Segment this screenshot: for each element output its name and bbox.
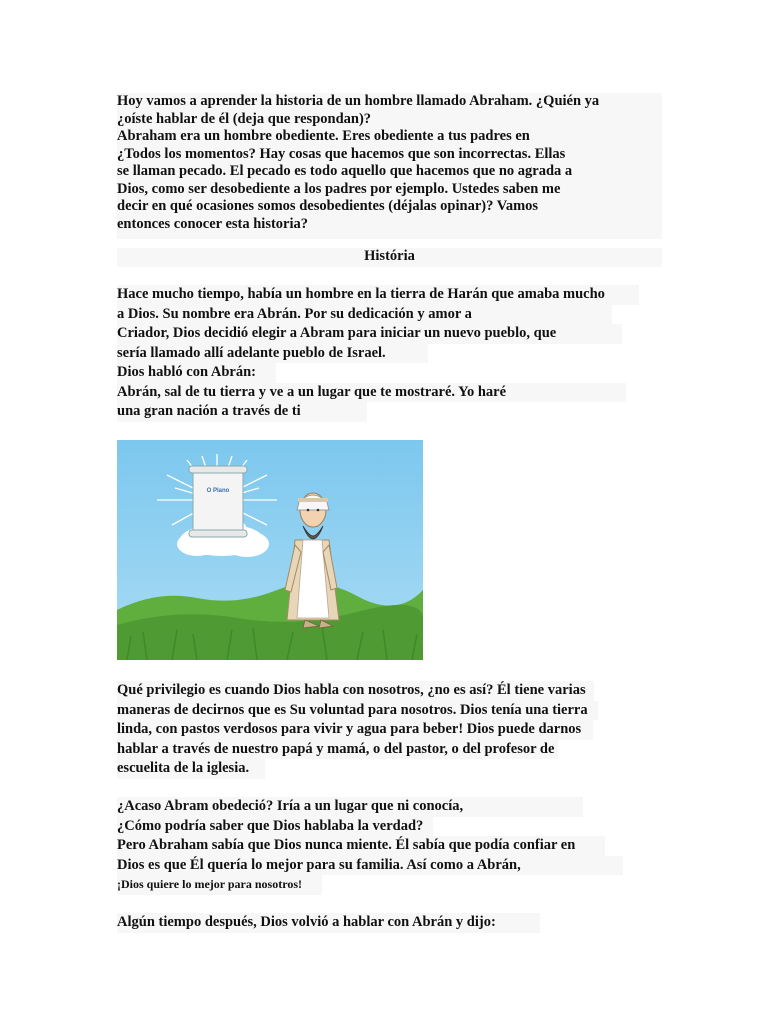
intro-line: ¿Todos los momentos? Hay cosas que hacemos que son incorrectas. Ellas xyxy=(117,145,566,162)
story-line: Dios habló con Abrán: xyxy=(117,363,276,383)
intro-line: Hoy vamos a aprender la historia de un hombre llamado Abraham. ¿Quién ya xyxy=(117,93,600,109)
abraham-illustration-svg xyxy=(117,440,423,660)
later-paragraph xyxy=(117,913,540,933)
privilege-paragraph xyxy=(117,681,598,779)
abraham-illustration xyxy=(117,440,423,660)
story-line: Criador, Dios decidió elegir a Abram para iniciar un nuevo pueblo, que xyxy=(117,324,622,344)
obey-line: Pero Abraham sabía que Dios nunca miente. Él sabía que podía confiar en xyxy=(117,836,605,856)
privilege-line: hablar a través de nuestro papá y mamá, o del pastor, o del profesor de xyxy=(117,740,558,760)
intro-line: decir en qué ocasiones somos desobedientes (déjalas opinar)? Vamos xyxy=(117,198,539,214)
story-line: a Dios. Su nombre era Abrán. Por su dedicación y amor a xyxy=(117,305,612,325)
story-line: Abrán, sal de tu tierra y ve a un lugar que te mostraré. Yo haré xyxy=(117,383,626,403)
intro-paragraph xyxy=(117,93,662,239)
intro-line: Abraham era un hombre obediente. Eres obediente a tus padres en xyxy=(117,128,530,144)
story-line: Hace mucho tiempo, había un hombre en la tierra de Harán que amaba mucho xyxy=(117,285,639,305)
obey-line: Dios es que Él quería lo mejor para su familia. Así como a Abrán, xyxy=(117,856,623,876)
privilege-line: escuelita de la iglesia. xyxy=(117,759,265,779)
privilege-line: Qué privilegio es cuando Dios habla con nosotros, ¿no es así? Él tiene varias xyxy=(117,681,594,701)
story-line: sería llamado allí adelante pueblo de Israel. xyxy=(117,344,428,364)
scroll-text: O Plano xyxy=(206,488,230,494)
obey-small-line: ¡Dios quiere lo mejor para nosotros! xyxy=(117,875,322,895)
privilege-line: linda, con pastos verdosos para vivir y agua para beber! Dios puede darnos xyxy=(117,720,593,740)
story-line: una gran nación a través de ti xyxy=(117,402,367,422)
section-heading: História xyxy=(364,248,415,264)
obey-line: ¿Acaso Abram obedeció? Iría a un lugar que ni conocía, xyxy=(117,797,583,817)
privilege-line: maneras de decirnos que es Su voluntad para nosotros. Dios tenía una tierra xyxy=(117,701,598,721)
later-line: Algún tiempo después, Dios volvió a hablar con Abrán y dijo: xyxy=(117,913,540,933)
intro-line: ¿oíste hablar de él (deja que respondan)? xyxy=(117,110,372,127)
intro-line: entonces conocer esta historia? xyxy=(117,215,309,232)
intro-line: se llaman pecado. El pecado es todo aquello que hacemos que no agrada a xyxy=(117,163,573,179)
story-paragraph xyxy=(117,285,639,422)
section-heading-row xyxy=(117,248,662,267)
scroll-icon xyxy=(189,466,247,537)
obey-line: ¿Cómo podría saber que Dios hablaba la verdad? xyxy=(117,817,433,837)
obey-paragraph xyxy=(117,797,623,895)
intro-line: Dios, como ser desobediente a los padres por ejemplo. Ustedes saben me xyxy=(117,180,561,197)
